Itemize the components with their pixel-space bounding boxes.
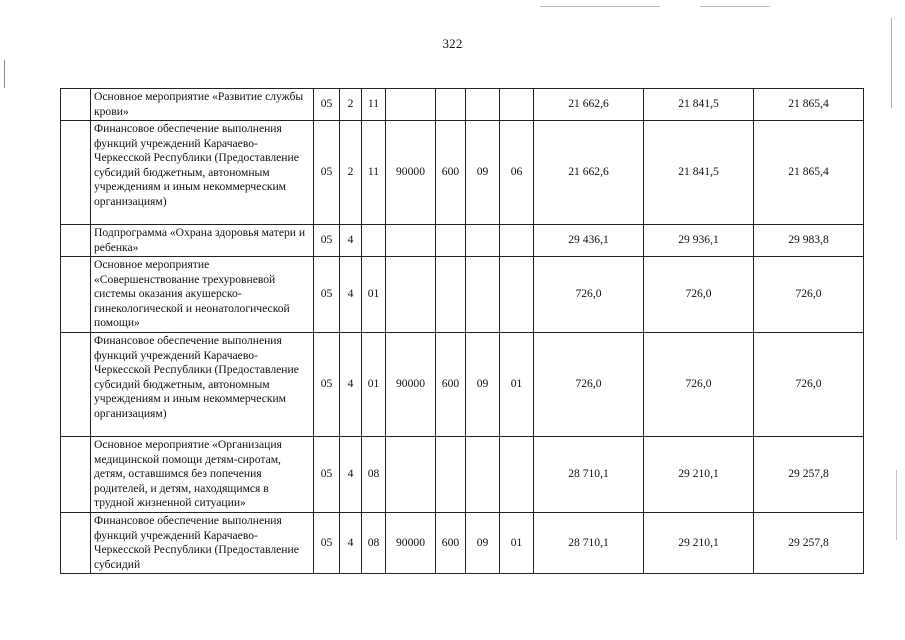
cell-amount-3: 21 865,4 bbox=[754, 89, 864, 121]
cell-section: 05 bbox=[314, 333, 340, 437]
scan-dash-top bbox=[540, 6, 660, 7]
cell-direction bbox=[386, 257, 436, 333]
cell-razdel: 09 bbox=[466, 333, 500, 437]
cell-podrazdel: 01 bbox=[500, 333, 534, 437]
cell-measure bbox=[362, 225, 386, 257]
row-name: Финансовое обеспечение выполнения функций учреждений Карачаево-Черкесской Республики (Предоставление субсидий bbox=[91, 513, 314, 574]
cell-subprogram: 4 bbox=[340, 257, 362, 333]
cell-subprogram: 2 bbox=[340, 121, 362, 225]
cell-expense-type: 600 bbox=[436, 121, 466, 225]
empty-cell bbox=[61, 257, 91, 333]
cell-amount-3: 29 257,8 bbox=[754, 513, 864, 574]
scan-edge-mark-left bbox=[4, 60, 5, 88]
cell-measure: 11 bbox=[362, 89, 386, 121]
cell-amount-2: 726,0 bbox=[644, 333, 754, 437]
cell-amount-1: 21 662,6 bbox=[534, 121, 644, 225]
cell-direction: 90000 bbox=[386, 513, 436, 574]
cell-amount-1: 28 710,1 bbox=[534, 437, 644, 513]
cell-amount-2: 21 841,5 bbox=[644, 121, 754, 225]
table-row bbox=[61, 89, 864, 121]
scan-dash-top-2 bbox=[700, 6, 770, 7]
page-number: 322 bbox=[442, 36, 463, 51]
cell-amount-1: 726,0 bbox=[534, 257, 644, 333]
cell-amount-2: 29 210,1 bbox=[644, 437, 754, 513]
cell-amount-2: 29 210,1 bbox=[644, 513, 754, 574]
row-name: Основное мероприятие «Организация медицинской помощи детям-сиротам, детям, оставшимся без попечения родителей, и детям, находящимся в трудной жизненной ситуации» bbox=[91, 437, 314, 513]
cell-section: 05 bbox=[314, 89, 340, 121]
cell-razdel: 09 bbox=[466, 121, 500, 225]
cell-amount-2: 29 936,1 bbox=[644, 225, 754, 257]
cell-amount-3: 29 257,8 bbox=[754, 437, 864, 513]
empty-cell bbox=[61, 89, 91, 121]
cell-amount-1: 29 436,1 bbox=[534, 225, 644, 257]
empty-cell bbox=[61, 121, 91, 225]
budget-table bbox=[60, 88, 864, 574]
row-name: Финансовое обеспечение выполнения функций учреждений Карачаево-Черкесской Республики (Предоставление субсидий бюджетным, автономным учреждениям и иным некоммерческим организациям) bbox=[91, 121, 314, 225]
cell-podrazdel bbox=[500, 437, 534, 513]
cell-subprogram: 4 bbox=[340, 513, 362, 574]
cell-subprogram: 4 bbox=[340, 333, 362, 437]
cell-expense-type bbox=[436, 257, 466, 333]
cell-amount-1: 28 710,1 bbox=[534, 513, 644, 574]
cell-podrazdel bbox=[500, 257, 534, 333]
cell-razdel bbox=[466, 225, 500, 257]
cell-podrazdel: 06 bbox=[500, 121, 534, 225]
cell-podrazdel bbox=[500, 89, 534, 121]
cell-expense-type bbox=[436, 225, 466, 257]
cell-direction bbox=[386, 437, 436, 513]
table-body bbox=[61, 89, 864, 574]
scan-edge-mark-right bbox=[891, 18, 892, 108]
empty-cell bbox=[61, 333, 91, 437]
cell-podrazdel: 01 bbox=[500, 513, 534, 574]
cell-expense-type bbox=[436, 437, 466, 513]
cell-razdel bbox=[466, 257, 500, 333]
cell-razdel bbox=[466, 89, 500, 121]
cell-amount-2: 726,0 bbox=[644, 257, 754, 333]
table-row bbox=[61, 121, 864, 225]
cell-amount-3: 21 865,4 bbox=[754, 121, 864, 225]
cell-section: 05 bbox=[314, 121, 340, 225]
row-name: Основное мероприятие «Совершенствование трехуровневой системы оказания акушерско-гинекологической и неонатологической помощи» bbox=[91, 257, 314, 333]
cell-amount-1: 21 662,6 bbox=[534, 89, 644, 121]
row-name: Основное мероприятие «Развитие службы крови» bbox=[91, 89, 314, 121]
empty-cell bbox=[61, 437, 91, 513]
scan-edge-mark-right-lower bbox=[896, 470, 897, 540]
table-row bbox=[61, 437, 864, 513]
table-row bbox=[61, 333, 864, 437]
cell-measure: 08 bbox=[362, 513, 386, 574]
cell-measure: 11 bbox=[362, 121, 386, 225]
cell-section: 05 bbox=[314, 225, 340, 257]
empty-cell bbox=[61, 225, 91, 257]
cell-section: 05 bbox=[314, 513, 340, 574]
cell-amount-2: 21 841,5 bbox=[644, 89, 754, 121]
row-name: Подпрограмма «Охрана здоровья матери и ребенка» bbox=[91, 225, 314, 257]
cell-section: 05 bbox=[314, 257, 340, 333]
table-row bbox=[61, 257, 864, 333]
cell-amount-3: 726,0 bbox=[754, 333, 864, 437]
cell-direction: 90000 bbox=[386, 333, 436, 437]
cell-direction: 90000 bbox=[386, 121, 436, 225]
cell-razdel: 09 bbox=[466, 513, 500, 574]
cell-subprogram: 2 bbox=[340, 89, 362, 121]
cell-podrazdel bbox=[500, 225, 534, 257]
cell-measure: 08 bbox=[362, 437, 386, 513]
row-name: Финансовое обеспечение выполнения функций учреждений Карачаево-Черкесской Республики (Предоставление субсидий бюджетным, автономным учреждениям и иным некоммерческим организациям) bbox=[91, 333, 314, 437]
empty-cell bbox=[61, 513, 91, 574]
table-row bbox=[61, 513, 864, 574]
table-row bbox=[61, 225, 864, 257]
cell-subprogram: 4 bbox=[340, 437, 362, 513]
cell-amount-3: 29 983,8 bbox=[754, 225, 864, 257]
cell-amount-1: 726,0 bbox=[534, 333, 644, 437]
cell-measure: 01 bbox=[362, 257, 386, 333]
cell-subprogram: 4 bbox=[340, 225, 362, 257]
cell-amount-3: 726,0 bbox=[754, 257, 864, 333]
cell-expense-type bbox=[436, 89, 466, 121]
cell-direction bbox=[386, 89, 436, 121]
cell-direction bbox=[386, 225, 436, 257]
cell-razdel bbox=[466, 437, 500, 513]
cell-section: 05 bbox=[314, 437, 340, 513]
cell-expense-type: 600 bbox=[436, 513, 466, 574]
cell-measure: 01 bbox=[362, 333, 386, 437]
cell-expense-type: 600 bbox=[436, 333, 466, 437]
